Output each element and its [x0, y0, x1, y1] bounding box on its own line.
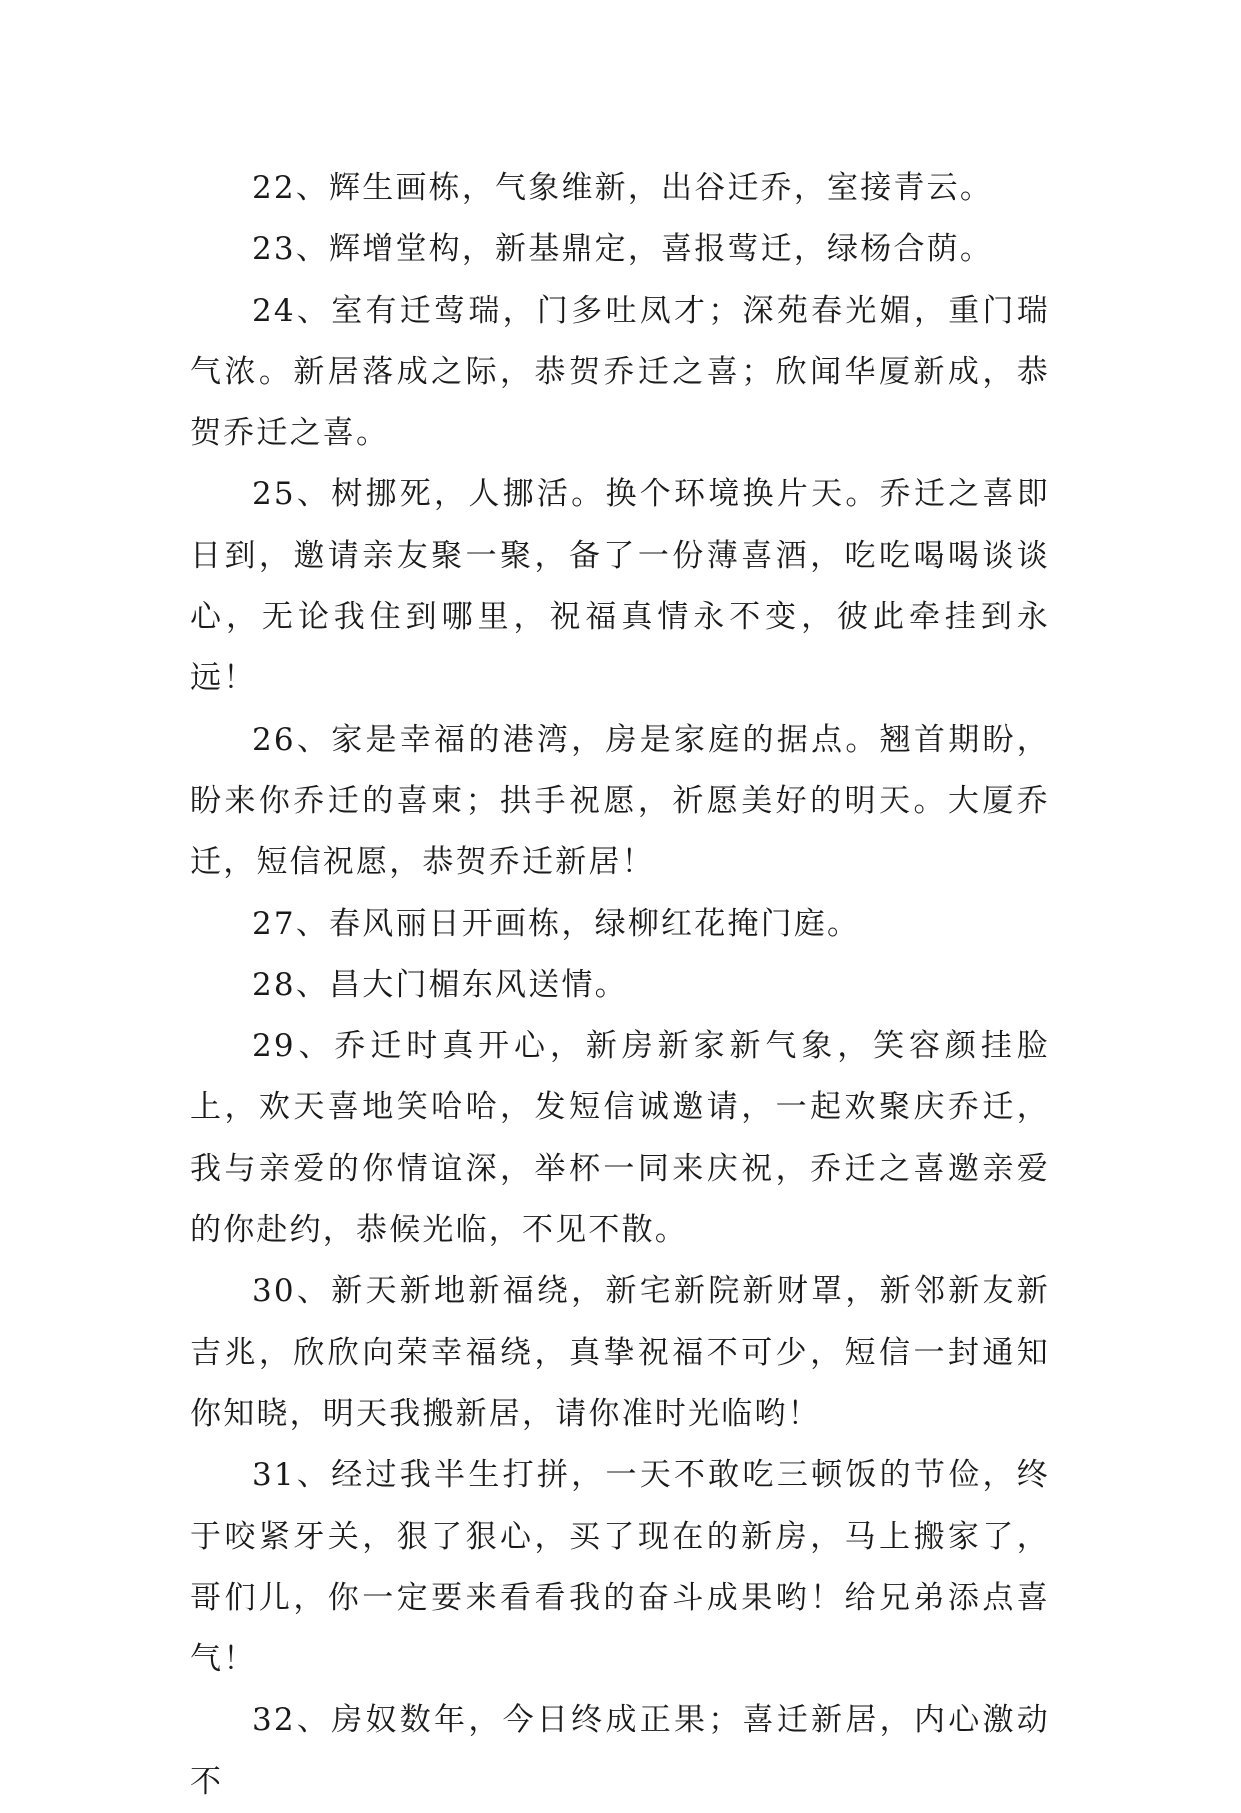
- paragraph-31: 31、经过我半生打拼，一天不敢吃三顿饭的节俭，终于咬紧牙关，狠了狠心，买了现在的新房，马上搬家了，哥们儿，你一定要来看看我的奋斗成果哟！给兄弟添点喜气！: [190, 1457, 1050, 1678]
- paragraph-30: 30、新天新地新福绕，新宅新院新财罩，新邻新友新吉兆，欣欣向荣幸福绕，真挚祝福不可少，短信一封通知你知晓，明天我搬新居，请你准时光临哟！: [190, 1273, 1050, 1432]
- paragraph-27: 27、春风丽日开画栋，绿柳红花掩门庭。: [252, 905, 861, 942]
- document-body: [190, 158, 1050, 1813]
- paragraph-22: 22、辉生画栋，气象维新，出谷迁乔，室接青云。: [252, 170, 994, 206]
- paragraph-25: 25、树挪死，人挪活。换个环境换片天。乔迁之喜即日到，邀请亲友聚一聚，备了一份薄喜酒，吃吃喝喝谈谈心，无论我住到哪里，祝福真情永不变，彼此牵挂到永远！: [190, 476, 1050, 697]
- paragraph-23: 23、辉增堂构，新基鼎定，喜报莺迁，绿杨合荫。: [252, 231, 994, 268]
- paragraph-26: 26、家是幸福的港湾，房是家庭的据点。翘首期盼，盼来你乔迁的喜柬；拱手祝愿，祈愿美好的明天。大厦乔迁，短信祝愿，恭贺乔迁新居！: [190, 721, 1050, 881]
- paragraph-24: 24、室有迁莺瑞，门多吐凤才；深苑春光媚，重门瑞气浓。新居落成之际，恭贺乔迁之喜；欣闻华厦新成，恭贺乔迁之喜。: [190, 292, 1050, 452]
- paragraph-29: 29、乔迁时真开心，新房新家新气象，笑容颜挂脸上，欢天喜地笑哈哈，发短信诚邀请，一起欢聚庆乔迁，我与亲爱的你情谊深，举杯一同来庆祝，乔迁之喜邀亲爱的你赴约，恭候光临，不见不散。: [190, 1028, 1050, 1249]
- paragraph-32: 32、房奴数年，今日终成正果；喜迁新居，内心激动不: [190, 1702, 1050, 1800]
- paragraph-28: 28、昌大门楣东风送情。: [252, 966, 628, 1003]
